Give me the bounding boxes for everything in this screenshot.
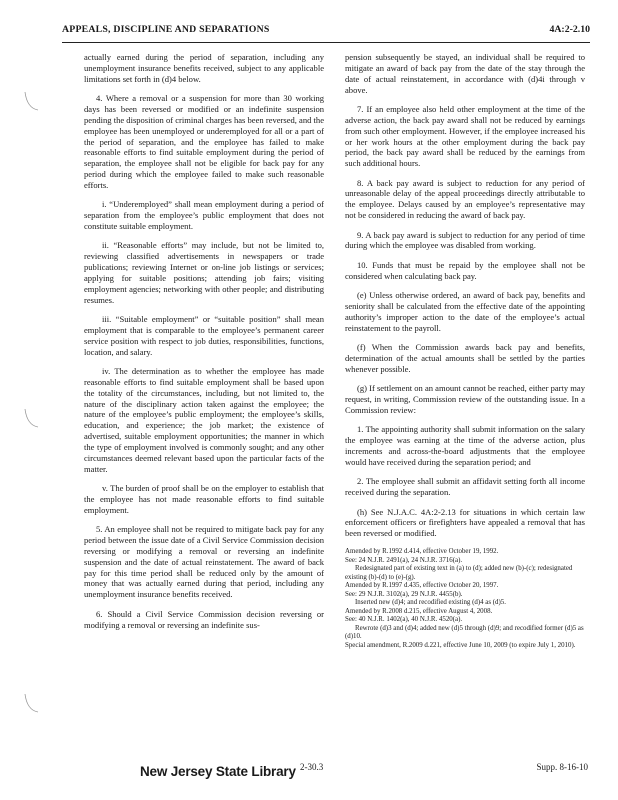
paragraph: pension subsequently be stayed, an individual shall be required to mitigate an award of back pay from the date of the stay through the date of actual reinstatement, in accordance with (d)4i through v above. — [345, 52, 585, 95]
amendment-line: See: 40 N.J.R. 1402(a), 40 N.J.R. 4520(a). — [345, 616, 463, 624]
binder-hole-mark — [22, 405, 40, 431]
section-number: 4A:2-2.10 — [549, 24, 590, 35]
paragraph: 9. A back pay award is subject to reduction for any period of time during which the employee was disabled from working. — [345, 229, 585, 251]
right-column — [345, 52, 585, 650]
paragraph: 10. Funds that must be repaid by the employee shall not be considered when calculating back pay. — [345, 259, 585, 281]
amendment-line: Special amendment, R.2009 d.221, effective June 10, 2009 (to expire July 1, 2010). — [345, 641, 576, 649]
paragraph: 2. The employee shall submit an affidavit setting forth all income received during the separation. — [345, 476, 585, 498]
supplement-date: Supp. 8-16-10 — [536, 762, 588, 772]
paragraph: (h) See N.J.A.C. 4A:2-2.13 for situations in which certain law enforcement officers or firefighters have appealed a removal that has been reversed or modified. — [345, 506, 585, 539]
paragraph: iii. “Suitable employment” or “suitable position” shall mean employment that is comparable to the employee’s permanent career service position with respect to job duties, responsibilities, functions, location, and salary. — [84, 314, 324, 357]
page-header — [62, 20, 590, 43]
paragraph: 4. Where a removal or a suspension for more than 30 working days has been reversed or modified or an indefinite suspension pending the disposition of criminal charges has been reversed, and the employee has been unemployed or underemployed for all or a part of the period of separation, and the employee has failed to make reasonable efforts to find suitable employment during the period of separation, the employee shall not be eligible for back pay for any period during which the employee failed to make such reasonable efforts. — [84, 93, 324, 190]
paragraph: ii. “Reasonable efforts” may include, but not be limited to, reviewing classified advertisements in newspapers or trade publications; reviewing Internet or on-line job listings or services; applying for suitable positions; attending job fairs; visiting employment agencies; networking with other people; and distributing resumes. — [84, 240, 324, 305]
binder-hole-mark — [22, 690, 40, 716]
amendment-line: See: 24 N.J.R. 2491(a), 24 N.J.R. 3716(a). — [345, 556, 463, 564]
paragraph: (e) Unless otherwise ordered, an award of back pay, benefits and seniority shall be calculated from the effective date of the appointing authority’s improper action to the date of the employee’s actual reinstatement to the payroll. — [345, 290, 585, 333]
amendment-line: Rewrote (d)3 and (d)4; added new (d)5 through (d)9; and recodified former (d)5 as (d)10. — [345, 624, 584, 641]
amendment-line: Inserted new (d)4; and recodified existing (d)4 as (d)5. — [355, 599, 506, 607]
paragraph: (f) When the Commission awards back pay and benefits, determination of the actual amounts shall be settled by the parties whenever possible. — [345, 342, 585, 374]
paragraph: 5. An employee shall not be required to mitigate back pay for any period between the issue date of a Civil Service Commission decision reversing or modifying a removal or reversing an indefinite suspension and the date of actual reinstatement. The award of back pay for this time period shall be reduced only by the amount of money that was actually earned during that period, including any unemployment insurance benefits received. — [84, 524, 324, 600]
binder-hole-mark — [22, 88, 40, 114]
amendment-line: Amended by R.2008 d.215, effective August 4, 2008. — [345, 607, 493, 615]
paragraph: actually earned during the period of separation, including any unemployment insurance benefits received, subject to any applicable limitations set forth in (d)4 below. — [84, 52, 324, 84]
paragraph: (g) If settlement on an amount cannot be reached, either party may request, in writing, Commission review of the outstanding issue. In a Commission review: — [345, 383, 585, 415]
chapter-title: APPEALS, DISCIPLINE AND SEPARATIONS — [62, 24, 270, 35]
page-number: 2-30.3 — [300, 762, 324, 772]
amendment-line: Amended by R.1992 d.414, effective October 19, 1992. — [345, 548, 499, 556]
paragraph: i. “Underemployed” shall mean employment during a period of separation from the employee’s public employment that does not constitute suitable employment. — [84, 199, 324, 231]
paragraph: 6. Should a Civil Service Commission decision reversing or modifying a removal or reversing an indefinite sus- — [84, 608, 324, 630]
amendment-history — [345, 548, 585, 650]
left-column — [84, 52, 324, 639]
paragraph: 1. The appointing authority shall submit information on the salary the employee was earning at the time of the adverse action, plus increments and across-the-board adjustments that the employee would have received during the separation period; and — [345, 424, 585, 467]
paragraph: iv. The determination as to whether the employee has made reasonable efforts to find suitable employment shall be based upon the totality of the circumstances, including, but not limited to, the nature of the disciplinary action taken against the employee; the nature of the employee’s public employment; the employee’s skills, education, and experience; the job market; the existence of advertised, suitable employment opportunities; the manner in which the type of employment involved is commonly sought; and any other circumstances deemed relevant based upon the particular facts of the matter. — [84, 366, 324, 474]
paragraph: 7. If an employee also held other employment at the time of the adverse action, the back pay award shall not be reduced by earnings from such other employment. However, if the employee increased his or her work hours at the other employment during the back pay period, the back pay award shall be reduced by the earnings from such additional hours. — [345, 103, 585, 169]
amendment-line: Redesignated part of existing text in (a) to (d); added new (b)-(c); redesignated existing (b)-(d) to (e)-(g). — [345, 565, 573, 581]
paragraph: v. The burden of proof shall be on the employer to establish that the employee has not made reasonable efforts to find suitable employment. — [84, 483, 324, 515]
library-stamp: New Jersey State Library — [140, 764, 296, 779]
amendment-line: Amended by R.1997 d.435, effective October 20, 1997. — [345, 582, 499, 590]
amendment-line: See: 29 N.J.R. 3102(a), 29 N.J.R. 4455(b). — [345, 590, 463, 598]
paragraph: 8. A back pay award is subject to reduction for any period of unreasonable delay of the appeal proceedings directly attributable to the employee. Delays caused by an employee’s representative may not be considered in reducing the award of back pay. — [345, 177, 585, 221]
